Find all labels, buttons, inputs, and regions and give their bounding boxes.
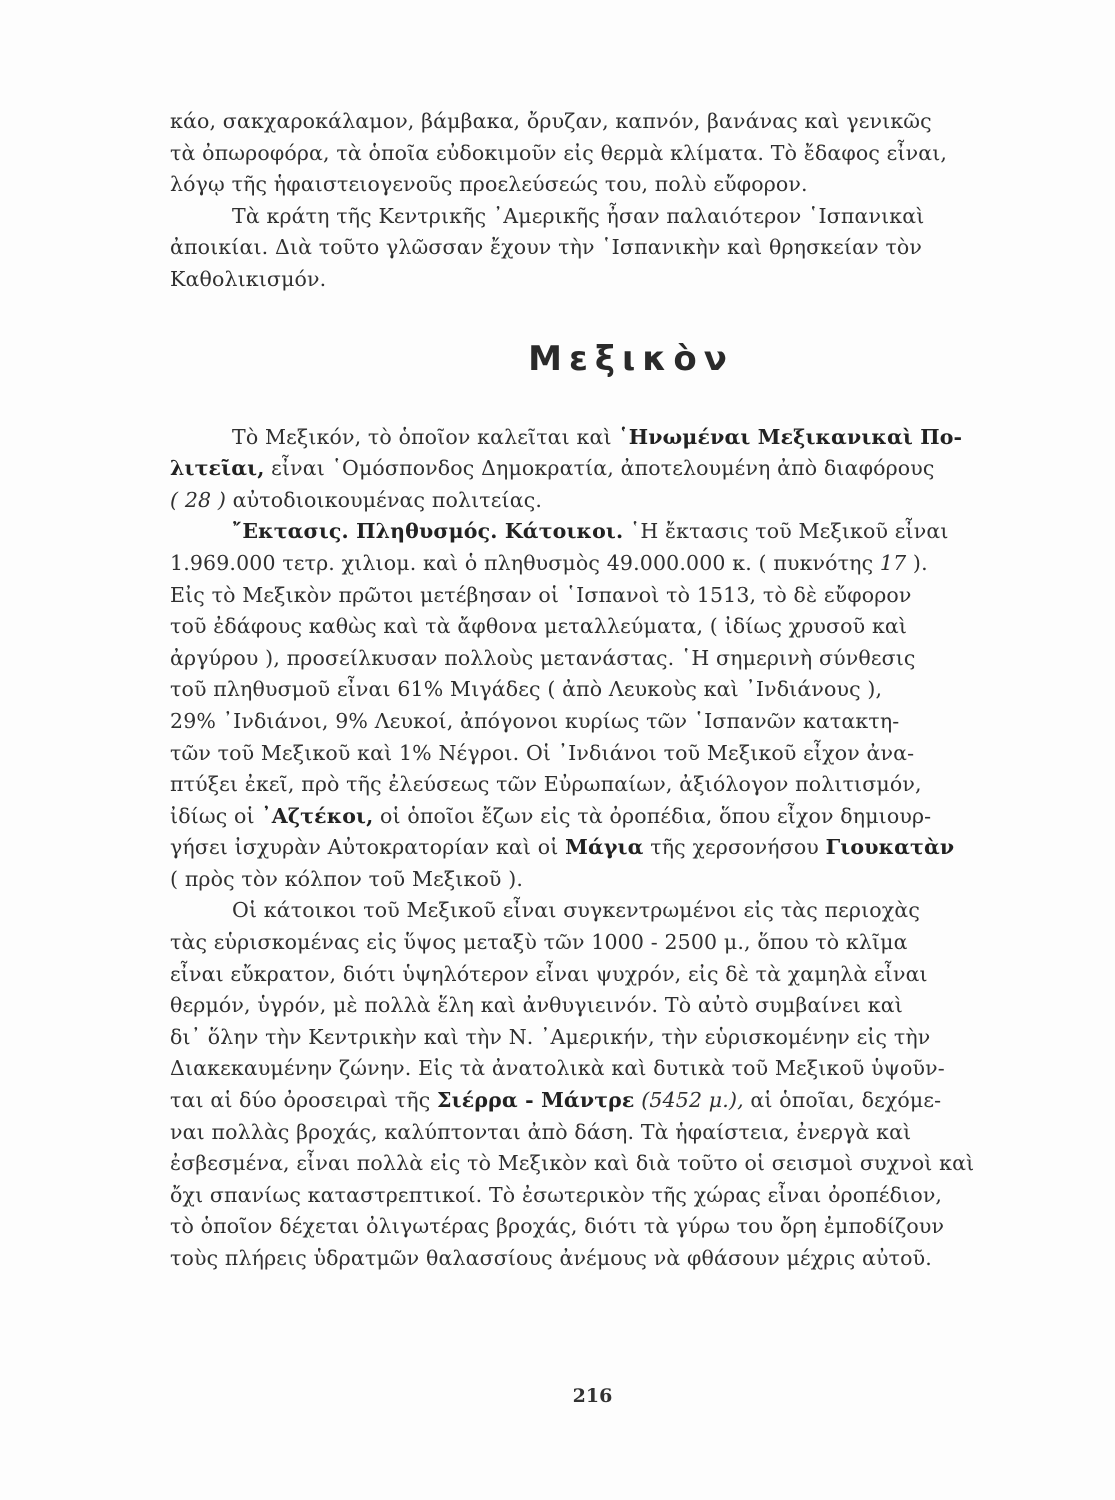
- text-line: [170, 422, 1012, 454]
- text-line: [170, 548, 1012, 580]
- text-segment: τὰ ὀπωροφόρα, τὰ ὁποῖα εὐδοκιμοῦν εἰς θερμὰ κλίματα. Τὸ ἔδαφος εἶναι,: [170, 140, 948, 165]
- section-heading: Μεξικὸν: [528, 338, 734, 379]
- text-segment: ).: [906, 550, 928, 575]
- text-segment: αἱ ὁποῖαι, δεχόμε-: [743, 1088, 942, 1113]
- text-segment: ὄχι σπανίως καταστρεπτικοί. Τὸ ἐσωτερικὸν τῆς χώρας εἶναι ὀροπέδιον,: [170, 1182, 943, 1207]
- text-segment: ἰδίως οἱ: [170, 803, 262, 828]
- text-segment: τοὺς πλήρεις ὑδρατμῶν θαλασσίους ἀνέμους νὰ φθάσουν μέχρις αὐτοῦ.: [170, 1246, 932, 1270]
- text-segment: Εἰς τὸ Μεξικὸν πρῶτοι μετέβησαν οἱ ῾Ισπανοὶ τὸ 1513, τὸ δὲ εὔφορον: [170, 582, 912, 607]
- text-segment: εἶναι εὔκρατον, διότι ὑψηλότερον εἶναι ψυχρόν, εἰς δὲ τὰ χαμηλὰ εἶναι: [170, 961, 928, 986]
- text-segment: δι᾿ ὅλην τὴν Κεντρικὴν καὶ τὴν Ν. ᾿Αμερικήν, τὴν εὑρισκομένην εἰς τὴν: [170, 1024, 931, 1049]
- bold-term: Γιουκατὰν: [825, 835, 955, 860]
- bold-term: Μάγια: [565, 835, 644, 860]
- text-segment: ναι πολλὰς βροχάς, καλύπτονται ἀπὸ δάση. Τὰ ἡφαίστεια, ἐνεργὰ καὶ: [170, 1119, 912, 1144]
- text-line: [170, 738, 1012, 770]
- text-segment: Καθολικισμόν.: [170, 266, 327, 291]
- text-line: [170, 516, 1012, 548]
- text-line: [170, 138, 1012, 170]
- text-line: [170, 801, 1012, 833]
- text-segment: Τὸ Μεξικόν, τὸ ὁποῖον καλεῖται καὶ: [232, 424, 619, 449]
- text-line: [170, 201, 1012, 233]
- text-segment: τοῦ πληθυσμοῦ εἶναι 61% Μιγάδες ( ἀπὸ Λευκοὺς καὶ ᾿Ινδιάνους ),: [170, 677, 883, 702]
- text-segment: τῶν τοῦ Μεξικοῦ καὶ 1% Νέγροι. Οἱ ᾿Ινδιάνοι τοῦ Μεξικοῦ εἶχον ἀνα-: [170, 740, 915, 765]
- text-segment: κάο, σακχαροκάλαμον, βάμβακα, ὄρυζαν, καπνόν, βανάνας καὶ γενικῶς: [170, 109, 932, 133]
- text-segment: πτύξει ἐκεῖ, πρὸ τῆς ἐλεύσεως τῶν Εὐρωπαίων, ἀξιόλογον πολιτισμόν,: [170, 772, 922, 797]
- text-segment: Τὰ κράτη τῆς Κεντρικῆς ᾿Αμερικῆς ἦσαν παλαιότερον ῾Ισπανικαὶ: [232, 203, 925, 228]
- italic-number: ( 28 ): [170, 487, 227, 512]
- text-segment: ῾Η ἔκτασις τοῦ Μεξικοῦ εἶναι: [623, 519, 949, 544]
- text-line: [170, 1117, 1012, 1149]
- text-line: [170, 706, 1012, 738]
- text-line: [170, 769, 1012, 801]
- text-line: [170, 611, 1012, 643]
- text-segment: ται αἱ δύο ὀροσειραὶ τῆς: [170, 1088, 438, 1113]
- text-segment: τοῦ ἐδάφους καθὼς καὶ τὰ ἄφθονα μεταλλεύματα, ( ἰδίως χρυσοῦ καὶ: [170, 614, 908, 639]
- italic-number: 17: [879, 550, 907, 575]
- text-segment: ( πρὸς τὸν κόλπον τοῦ Μεξικοῦ ).: [170, 866, 524, 891]
- text-segment: αὐτοδιοικουμένας πολιτείας.: [226, 487, 543, 512]
- text-line: [170, 232, 1012, 264]
- text-line: [170, 169, 1012, 201]
- text-line: [170, 106, 1012, 138]
- text-segment: 1.969.000 τετρ. χιλιομ. καὶ ὁ πληθυσμὸς 49.000.000 κ. ( πυκνότης: [170, 550, 880, 575]
- italic-number: (5452 μ.),: [634, 1088, 744, 1113]
- text-segment: Οἱ κάτοικοι τοῦ Μεξικοῦ εἶναι συγκεντρωμένοι εἰς τὰς περιοχὰς: [232, 898, 920, 923]
- text-line: [170, 1022, 1012, 1054]
- text-segment: εἶναι ῾Ομόσπονδος Δημοκρατία, ἀποτελουμένη ἀπὸ διαφόρους: [264, 456, 935, 481]
- bold-term: Σιέρρα - Μάντρε: [437, 1088, 635, 1113]
- text-line: [170, 1085, 1012, 1117]
- text-line: [170, 264, 1012, 296]
- text-segment: 29% ᾿Ινδιάνοι, 9% Λευκοί, ἀπόγονοι κυρίως τῶν ῾Ισπανῶν κατακτη-: [170, 708, 900, 733]
- text-line: [170, 1211, 1012, 1243]
- text-segment: ἐσβεσμένα, εἶναι πολλὰ εἰς τὸ Μεξικὸν καὶ διὰ τοῦτο οἱ σεισμοὶ συχνοὶ καὶ: [170, 1151, 975, 1176]
- text-segment: θερμόν, ὑγρόν, μὲ πολλὰ ἕλη καὶ ἀνθυγιεινόν. Τὸ αὐτὸ συμβαίνει καὶ: [170, 993, 903, 1018]
- text-segment: λόγῳ τῆς ἡφαιστειογενοῦς προελεύσεώς του, πολὺ εὔφορον.: [170, 172, 808, 197]
- text-segment: ἀργύρου ), προσείλκυσαν πολλοὺς μετανάστας. ῾Η σημερινὴ σύνθεσις: [170, 645, 916, 670]
- text-segment: τὸ ὁποῖον δέχεται ὀλιγωτέρας βροχάς, διότι τὰ γύρω του ὄρη ἐμποδίζουν: [170, 1214, 945, 1239]
- bold-term: ῎Εκτασις. Πληθυσμός. Κάτοικοι.: [232, 519, 624, 544]
- section-heading-block: [170, 296, 1012, 422]
- text-line: [170, 1053, 1012, 1085]
- text-line: [170, 959, 1012, 991]
- text-segment: τῆς χερσονήσου: [643, 835, 826, 860]
- text-line: [170, 895, 1012, 927]
- text-line: [170, 674, 1012, 706]
- text-segment: Διακεκαυμένην ζώνην. Εἰς τὰ ἀνατολικὰ καὶ δυτικὰ τοῦ Μεξικοῦ ὑψοῦν-: [170, 1056, 945, 1081]
- text-line: [170, 864, 1012, 896]
- text-line: [170, 453, 1012, 485]
- bold-term: λιτεῖαι,: [170, 456, 265, 481]
- page-body: [170, 106, 1012, 1275]
- text-line: [170, 1148, 1012, 1180]
- text-line: [170, 485, 1012, 517]
- text-line: [170, 643, 1012, 675]
- text-line: [170, 1243, 1012, 1275]
- text-segment: τὰς εὑρισκομένας εἰς ὕψος μεταξὺ τῶν 1000 - 2500 μ., ὅπου τὸ κλῖμα: [170, 930, 908, 955]
- page-number: 216: [572, 1385, 613, 1407]
- bold-term: ᾿Αζτέκοι,: [261, 803, 374, 828]
- bold-term: ῾Ηνωμέναι Μεξικανικαὶ Πο-: [618, 424, 963, 449]
- text-line: [170, 990, 1012, 1022]
- text-segment: οἱ ὁποῖοι ἔζων εἰς τὰ ὀροπέδια, ὅπου εἶχον δημιουρ-: [373, 803, 932, 828]
- text-line: [170, 1180, 1012, 1212]
- text-segment: γήσει ἰσχυρὰν Αὐτοκρατορίαν καὶ οἱ: [170, 835, 566, 860]
- text-line: [170, 580, 1012, 612]
- text-line: [170, 927, 1012, 959]
- text-segment: ἀποικίαι. Διὰ τοῦτο γλῶσσαν ἔχουν τὴν ῾Ισπανικὴν καὶ θρησκείαν τὸν: [170, 235, 923, 260]
- text-line: [170, 832, 1012, 864]
